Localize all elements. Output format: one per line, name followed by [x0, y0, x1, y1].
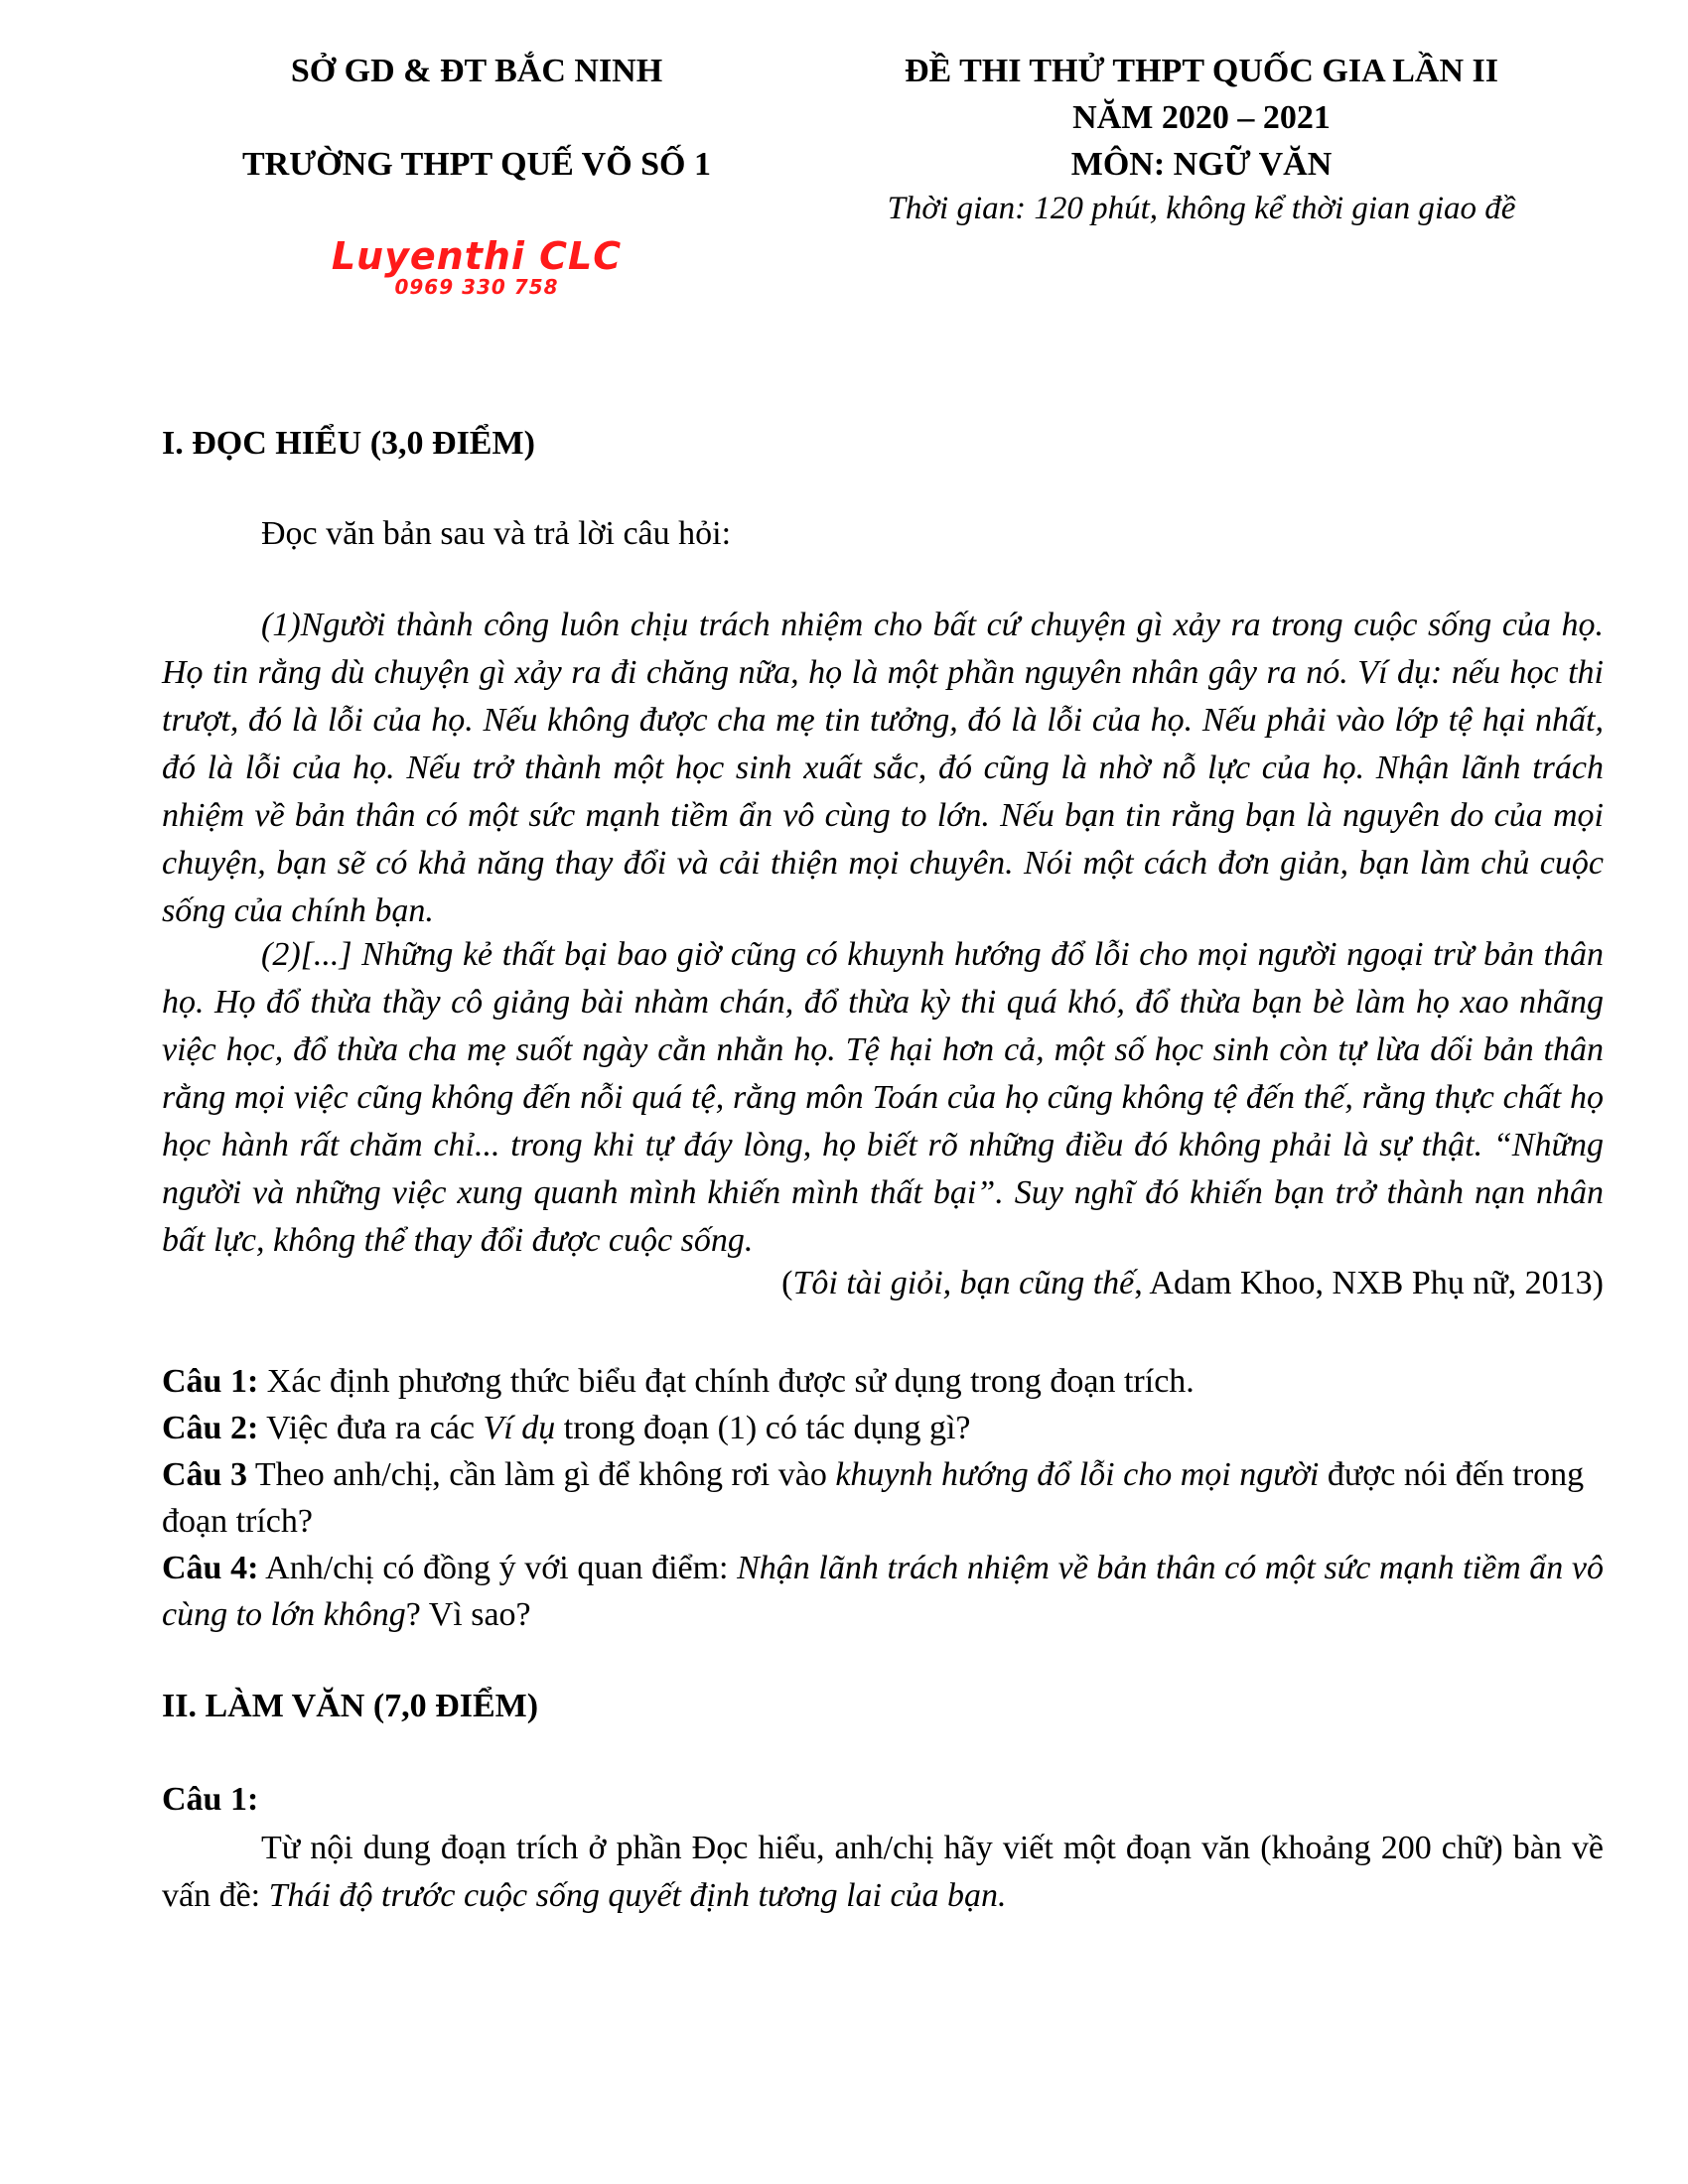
- reading-questions: [162, 1358, 1604, 1638]
- question-2-text-italic: Ví dụ: [483, 1410, 556, 1446]
- citation-rest: , Adam Khoo, NXB Phụ nữ, 2013): [1134, 1265, 1604, 1301]
- exam-year: NĂM 2020 – 2021: [1072, 99, 1331, 136]
- citation-open: (: [781, 1265, 793, 1301]
- question-2-label: Câu 2:: [162, 1410, 259, 1446]
- question-3-label: Câu 3: [162, 1456, 247, 1493]
- passage-citation: [162, 1265, 1604, 1302]
- question-1: [162, 1358, 1604, 1405]
- question-4-label: Câu 4:: [162, 1550, 259, 1586]
- writing-question-1-text: [162, 1825, 1604, 1920]
- citation-title: Tôi tài giỏi, bạn cũng thế: [792, 1265, 1135, 1301]
- exam-title: ĐỀ THI THỬ THPT QUỐC GIA LẦN II: [905, 53, 1498, 89]
- question-3-text-a: Theo anh/chị, cần làm gì để không rơi vào: [246, 1456, 836, 1493]
- passage-paragraph-2: (2)[...] Những kẻ thất bại bao giờ cũng có khuynh hướng đổ lỗi cho mọi người ngoại trừ bản thân họ. Họ đổ thừa thầy cô giảng bài nhàm chán, đổ thừa kỳ thi quá khó, đổ thừa bạn bè làm họ xao nhãng việc học, đổ thừa cha mẹ suốt ngày cằn nhằn họ. Tệ hại hơn cả, một số học sinh còn tự lừa dối bản thân rằng mọi việc cũng không đến nỗi quá tệ, rằng môn Toán của họ cũng không tệ đến thế, rằng thực chất họ học hành rất chăm chỉ... trong khi tự đáy lòng, họ biết rõ những điều đó không phải là sự thật. “Những người và những việc xung quanh mình khiến mình thất bại”. Suy nghĩ đó khiến bạn trở thành nạn nhân bất lực, không thể thay đổi được cuộc sống.: [162, 936, 1604, 1259]
- question-2-text-b: trong đoạn (1) có tác dụng gì?: [555, 1410, 971, 1446]
- section-writing-title: II. LÀM VĂN (7,0 ĐIỂM): [162, 1688, 539, 1724]
- question-3: [162, 1451, 1604, 1545]
- section-reading-title: I. ĐỌC HIỂU (3,0 ĐIỂM): [162, 425, 535, 462]
- logo-phone: 0969 330 758: [394, 275, 559, 299]
- school-name: TRƯỜNG THPT QUẾ VÕ SỐ 1: [242, 146, 711, 183]
- question-3-text-b: được nói đến trong đoạn trích?: [162, 1456, 1585, 1540]
- writing-question-1-label: Câu 1:: [162, 1781, 259, 1818]
- question-4: [162, 1545, 1604, 1638]
- question-1-text: Xác định phương thức biểu đạt chính được sử dụng trong đoạn trích.: [258, 1363, 1195, 1400]
- exam-time-note: Thời gian: 120 phút, không kể thời gian giao đề: [887, 191, 1516, 226]
- passage-paragraph-1: (1)Người thành công luôn chịu trách nhiệm cho bất cứ chuyện gì xảy ra trong cuộc sống của họ. Họ tin rằng dù chuyện gì xảy ra đi chăng nữa, họ là một phần nguyên nhân gây ra nó. Ví dụ: nếu học thi trượt, đó là lỗi của họ. Nếu không được cha mẹ tin tưởng, đó là lỗi của họ. Nếu phải vào lớp tệ hại nhất, đó là lỗi của họ. Nếu trở thành một học sinh xuất sắc, đó cũng là nhờ nỗ lực của họ. Nhận lãnh trách nhiệm về bản thân có một sức mạnh tiềm ẩn vô cùng to lớn. Nếu bạn tin rằng bạn là nguyên do của mọi chuyện, bạn sẽ có khả năng thay đổi và cải thiện mọi chuyên. Nói một cách đơn giản, bạn làm chủ cuộc sống của chính bạn.: [162, 607, 1604, 929]
- writing-question-1-topic: Thái độ trước cuộc sống quyết định tương lai của bạn.: [268, 1877, 1007, 1914]
- question-4-text-italic: Nhận lãnh trách nhiệm về bản thân có một sức mạnh tiềm ẩn vô cùng to lớn không: [162, 1550, 1604, 1633]
- luyenthi-logo: [328, 236, 626, 302]
- question-2-text-a: Việc đưa ra các: [258, 1410, 484, 1446]
- question-3-text-italic: khuynh hướng đổ lỗi cho mọi người: [835, 1456, 1320, 1493]
- question-1-label: Câu 1:: [162, 1363, 259, 1400]
- logo-name: Luyenthi CLC: [331, 234, 623, 278]
- question-2: [162, 1405, 1604, 1451]
- department-name: SỞ GD & ĐT BẮC NINH: [290, 53, 663, 89]
- reading-instruction: Đọc văn bản sau và trả lời câu hỏi:: [261, 515, 732, 552]
- writing-question-1-text-a: Từ nội dung đoạn trích ở phần Đọc hiểu, anh/chị hãy viết một đoạn văn (khoảng 200 chữ) bàn về vấn đề:: [162, 1830, 1604, 1914]
- exam-subject: MÔN: NGỮ VĂN: [1070, 146, 1333, 183]
- question-4-text-a: Anh/chị có đồng ý với quan điểm:: [258, 1550, 738, 1586]
- question-4-text-b: ? Vì sao?: [405, 1596, 531, 1633]
